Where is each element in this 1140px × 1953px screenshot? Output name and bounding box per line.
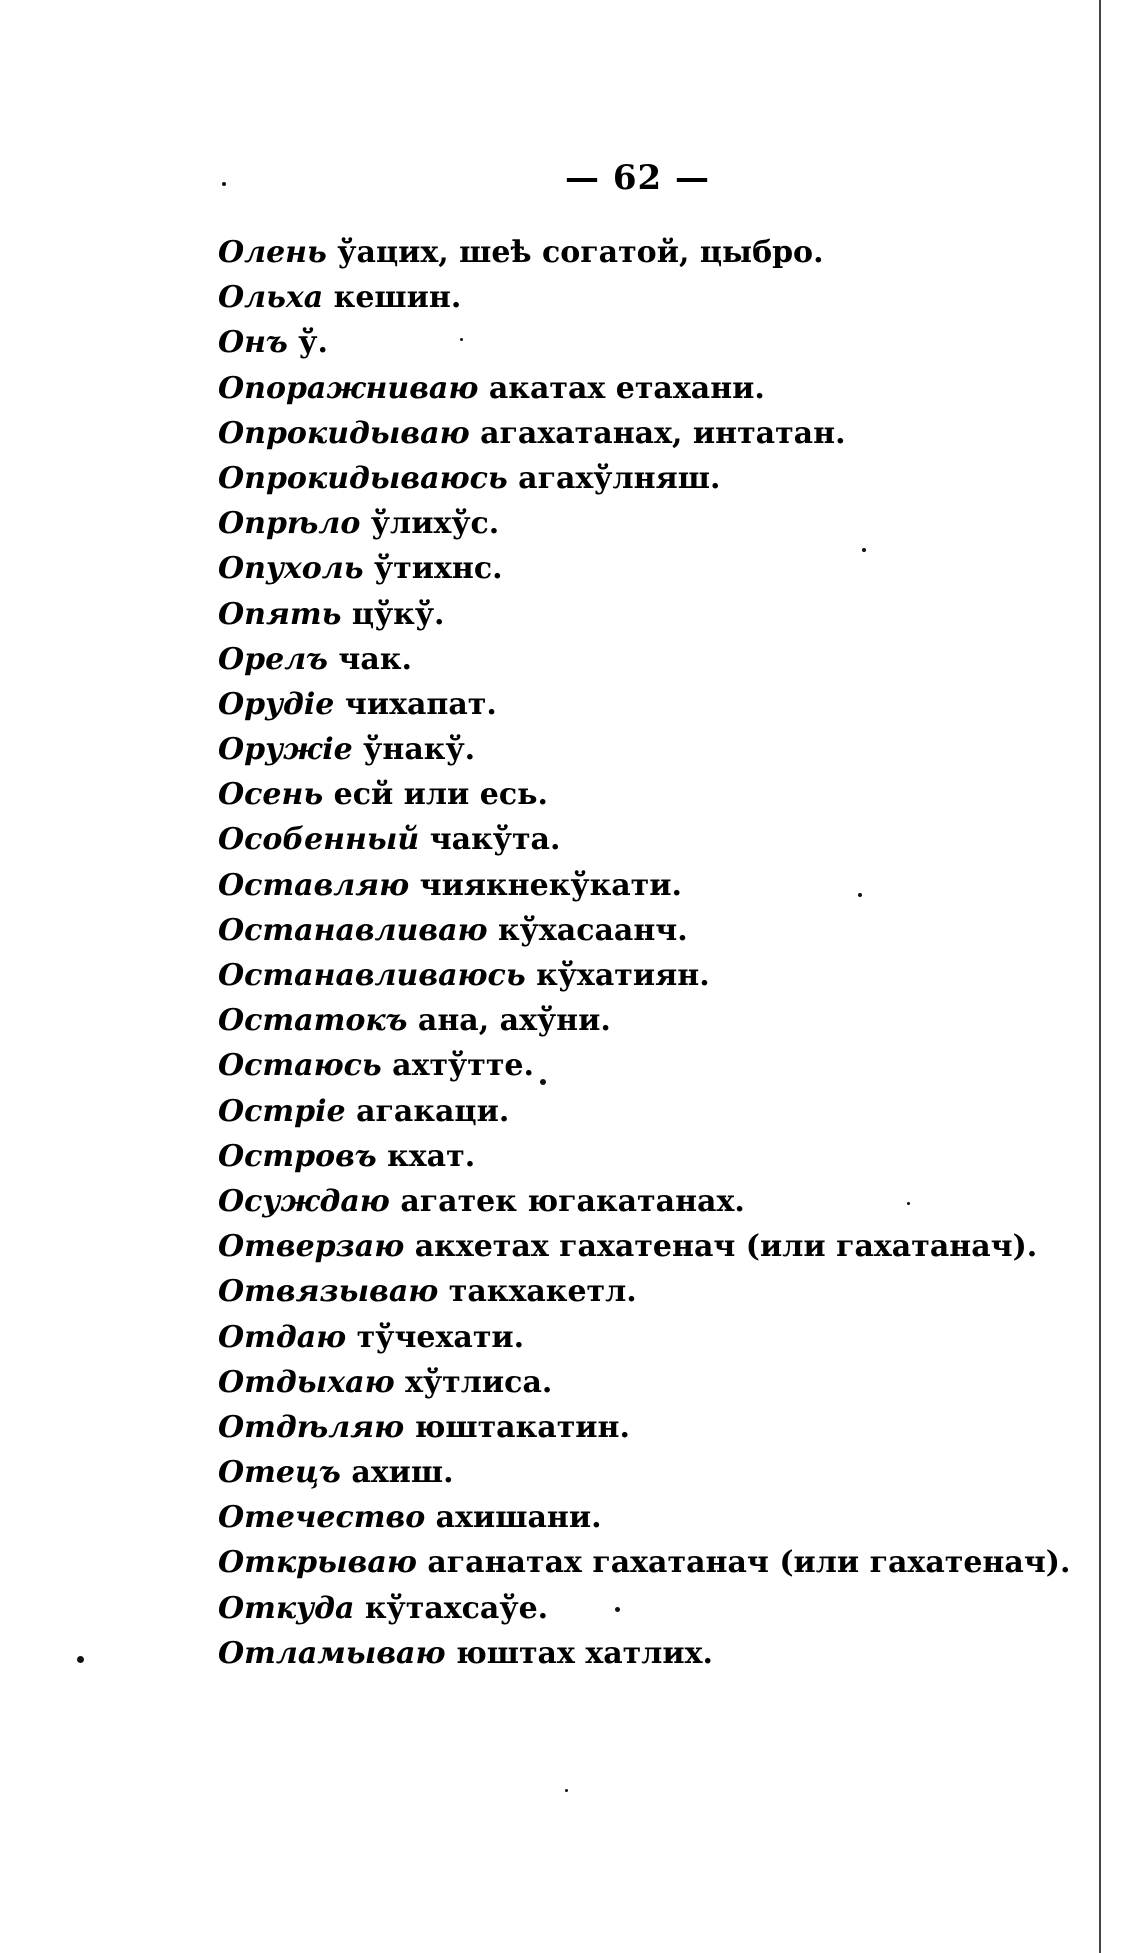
entry-headword: Отдыхаю [218, 1364, 395, 1400]
page-number: — 62 — [565, 158, 710, 198]
entry-headword: Остріе [218, 1093, 346, 1129]
entry-definition: ўацих, шеѣ согатой, цыбро. [337, 235, 824, 270]
dictionary-entry [218, 320, 1038, 365]
dictionary-entry [218, 953, 1038, 998]
dictionary-entry [218, 908, 1038, 953]
entry-definition: кўхасаанч. [498, 912, 688, 948]
entry-definition: ўтихнс. [374, 551, 503, 587]
entry-definition: ахиш. [351, 1455, 454, 1491]
entry-headword: Опрокидываю [218, 415, 470, 451]
entry-headword: Откуда [218, 1590, 355, 1626]
dictionary-entry [218, 275, 1038, 320]
entry-headword: Открываю [218, 1545, 417, 1581]
entry-headword: Отламываю [218, 1635, 446, 1671]
entry-definition: цўкў. [351, 596, 445, 632]
entry-headword: Опять [218, 596, 342, 632]
entry-headword: Орудіе [218, 686, 335, 722]
entry-headword: Ольха [218, 280, 324, 316]
entry-headword: Отечество [218, 1500, 426, 1536]
entry-definition: кўхатиян. [536, 958, 710, 993]
dictionary-entry [218, 1360, 1038, 1405]
entry-headword: Остаюсь [218, 1048, 382, 1084]
print-speck [858, 893, 862, 897]
entry-definition: есй или есь. [333, 777, 548, 813]
dictionary-entry [218, 727, 1038, 772]
dictionary-entry [218, 1269, 1038, 1314]
dictionary-entry [218, 1043, 1038, 1088]
page-edge-line [1099, 0, 1101, 1953]
dictionary-entry [218, 1495, 1038, 1540]
print-speck [615, 1607, 620, 1612]
entry-headword: Отвязываю [218, 1274, 439, 1310]
entry-definition: кхат. [387, 1138, 476, 1174]
entry-definition: тўчехати. [356, 1319, 525, 1355]
entry-headword: Отдѣляю [218, 1409, 405, 1445]
entry-definition: агакаци. [356, 1093, 510, 1129]
dictionary-entry [218, 863, 1038, 908]
print-speck [222, 182, 226, 186]
entry-definition: чихапат. [344, 686, 497, 722]
entry-definition: ана, ахўни. [417, 1003, 611, 1039]
entry-definition: такхакетл. [448, 1274, 637, 1310]
print-speck [862, 548, 866, 552]
entry-definition: акхетах гахатенач (или гахатанач). [414, 1229, 1038, 1265]
print-speck [77, 1656, 84, 1663]
dictionary-entry [218, 1586, 1038, 1631]
dictionary-entry [218, 411, 1038, 456]
dictionary-entry [218, 230, 1038, 275]
dictionary-entry [218, 501, 1038, 546]
entry-headword: Оставляю [218, 867, 410, 903]
entry-definition: хўтлиса. [405, 1364, 553, 1400]
dictionary-entry [218, 1450, 1038, 1495]
dictionary-entry [218, 772, 1038, 817]
entry-headword: Отдаю [218, 1319, 347, 1355]
dictionary-entry [218, 1631, 1038, 1676]
entry-headword: Остатокъ [218, 1003, 408, 1039]
entry-definition: кўтахсаўе. [364, 1590, 549, 1626]
dictionary-entry [218, 546, 1038, 591]
entry-definition: ўнакў. [363, 732, 476, 768]
print-speck [565, 1789, 568, 1792]
entry-definition: ахишани. [435, 1500, 602, 1536]
dictionary-entry [218, 1179, 1038, 1224]
entry-definition: агахўлняш. [518, 460, 721, 496]
entry-headword: Опоражниваю [218, 370, 479, 406]
print-speck [460, 338, 463, 341]
entry-definition: ў. [298, 325, 328, 361]
entry-definition: агатек югакатанах. [400, 1183, 745, 1219]
print-speck [540, 1079, 546, 1085]
dictionary-entry [218, 592, 1038, 637]
entry-headword: Олень [218, 235, 327, 270]
dictionary-entry [218, 456, 1038, 501]
entry-headword: Опрокидываюсь [218, 460, 508, 496]
dictionary-entries [218, 230, 1071, 1676]
entry-definition: юштакатин. [414, 1409, 630, 1445]
entry-headword: Осень [218, 777, 324, 813]
entry-definition: агахатанах, интатан. [480, 415, 846, 451]
dictionary-entry [218, 817, 1038, 862]
entry-headword: Отверзаю [218, 1229, 405, 1265]
entry-definition: чиякнекўкати. [419, 867, 682, 903]
entry-headword: Онъ [218, 325, 288, 361]
dictionary-entry [218, 637, 1038, 682]
entry-headword: Отецъ [218, 1455, 341, 1491]
entry-headword: Особенный [218, 822, 420, 858]
print-speck [907, 1202, 910, 1205]
entry-headword: Останавливаюсь [218, 958, 526, 993]
entry-headword: Орелъ [218, 641, 328, 677]
entry-definition: чакўта. [429, 822, 561, 858]
entry-definition: чак. [338, 641, 412, 677]
dictionary-entry [218, 1134, 1038, 1179]
dictionary-entry [218, 1089, 1038, 1134]
entry-definition: акатах етахани. [488, 370, 765, 406]
entry-headword: Оружіе [218, 732, 353, 768]
entry-headword: Островъ [218, 1138, 377, 1174]
dictionary-entry [218, 1405, 1038, 1450]
dictionary-entry [218, 682, 1038, 727]
entry-definition: аганатах гахатанач (или гахатенач). [427, 1545, 1071, 1581]
dictionary-entry [218, 366, 1038, 411]
entry-headword: Опрѣло [218, 506, 361, 542]
dictionary-entry [218, 1315, 1038, 1360]
entry-definition: ўлихўс. [370, 506, 500, 542]
entry-headword: Останавливаю [218, 912, 488, 948]
entry-definition: кешин. [333, 280, 462, 316]
dictionary-entry [218, 1224, 1038, 1269]
entry-definition: ахтўтте. [392, 1048, 534, 1084]
dictionary-entry [218, 1540, 1071, 1585]
entry-definition: юштах хатлих. [455, 1635, 713, 1671]
entry-headword: Опухоль [218, 551, 364, 587]
dictionary-entry [218, 998, 1038, 1043]
entry-headword: Осуждаю [218, 1183, 390, 1219]
